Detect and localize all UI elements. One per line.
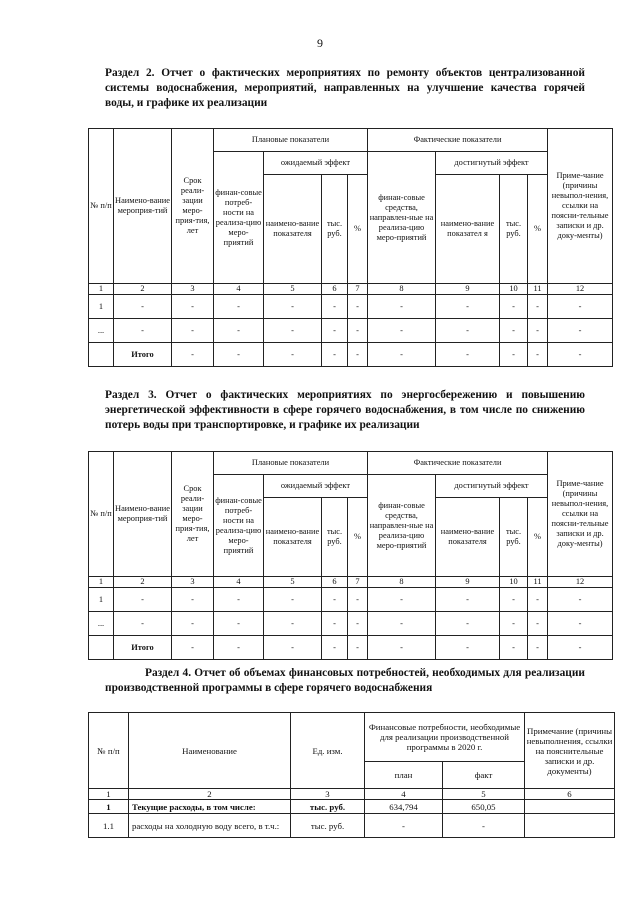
col-number: 2 xyxy=(114,577,172,588)
col-number: 11 xyxy=(528,577,548,588)
cell: - xyxy=(548,636,613,660)
col-number: 10 xyxy=(500,577,528,588)
col-number: 1 xyxy=(89,789,129,800)
col-number: 7 xyxy=(348,577,368,588)
header-plan-finance: финан-совые потреб-ности на реализа-цию меро-приятий xyxy=(214,152,264,284)
column-number-row xyxy=(89,789,615,800)
col-number: 4 xyxy=(365,789,443,800)
cell: - xyxy=(114,319,172,343)
cell: - xyxy=(322,612,348,636)
col-number: 6 xyxy=(322,284,348,295)
col-number: 5 xyxy=(443,789,525,800)
header-fact-effect-name: наимено-вание показателя xyxy=(436,498,500,577)
cell: - xyxy=(264,636,322,660)
header-note: Приме-чание (причины невыпол-нения, ссылки на поясни-тельные записки и др. доку-менты) xyxy=(548,452,613,577)
cell: - xyxy=(500,343,528,367)
cell: - xyxy=(172,636,214,660)
cell: - xyxy=(368,319,436,343)
header-fact-finance: финан-совые средства, направлен-ные на реализа-цию меро-приятий xyxy=(368,152,436,284)
cell: - xyxy=(368,343,436,367)
page-number: 9 xyxy=(317,36,323,50)
cell: - xyxy=(548,319,613,343)
row-fact: 650,05 xyxy=(443,800,525,814)
cell: - xyxy=(528,612,548,636)
cell: - xyxy=(322,636,348,660)
header-fact-finance: финан-совые средства, направлен-ные на реализа-цию меро-приятий xyxy=(368,475,436,577)
cell: - xyxy=(172,319,214,343)
header-fact-effect-thousand: тыс. руб. xyxy=(500,175,528,284)
cell: - xyxy=(214,636,264,660)
header-plan-effect-group: ожидаемый эффект xyxy=(264,152,368,175)
column-number-row xyxy=(89,284,613,295)
header-fact-effect-percent: % xyxy=(528,498,548,577)
col-number: 7 xyxy=(348,284,368,295)
row-fact: - xyxy=(443,814,525,838)
header-unit: Ед. изм. xyxy=(291,713,365,789)
section3-title: Раздел 3. Отчет о фактических мероприятиях по энергосбережению и повышению энергетической эффективности в сфере горячего водоснабжения, в том числе по снижению потерь воды при транспортировке, и графике их реализации xyxy=(105,389,585,431)
cell: - xyxy=(528,319,548,343)
cell: - xyxy=(436,343,500,367)
row-num: 1 xyxy=(89,800,129,814)
cell: - xyxy=(264,343,322,367)
cell: - xyxy=(348,636,368,660)
header-term: Срок реали-зации меро-прия-тия, лет xyxy=(172,129,214,284)
header-plan-finance: финан-совые потреб-ности на реализа-цию меро-приятий xyxy=(214,475,264,577)
table-row xyxy=(89,612,613,636)
cell: - xyxy=(348,612,368,636)
cell: - xyxy=(172,612,214,636)
row-note xyxy=(525,814,615,838)
header-name: Наименование xyxy=(129,713,291,789)
header-fact-effect-percent: % xyxy=(528,175,548,284)
header-plan-effect-name: наимено-вание показателя xyxy=(264,175,322,284)
total-row xyxy=(89,343,613,367)
row-name: расходы на холодную воду всего, в т.ч.: xyxy=(129,814,291,838)
col-number: 11 xyxy=(528,284,548,295)
header-num: № п/п xyxy=(89,452,114,577)
header-name: Наимено-вание мероприя-тий xyxy=(114,129,172,284)
cell: - xyxy=(322,319,348,343)
section2-table xyxy=(88,128,613,367)
total-row xyxy=(89,636,613,660)
header-fact-group: Фактические показатели xyxy=(368,452,548,475)
col-number: 8 xyxy=(368,284,436,295)
header-fact-effect-thousand: тыс. руб. xyxy=(500,498,528,577)
cell: - xyxy=(368,612,436,636)
row-note xyxy=(525,800,615,814)
table-row xyxy=(89,814,615,838)
cell: - xyxy=(114,295,172,319)
cell: - xyxy=(548,612,613,636)
header-fact-effect-name: наимено-вание показател я xyxy=(436,175,500,284)
header-fact-effect-group: достигнутый эффект xyxy=(436,152,548,175)
column-number-row xyxy=(89,577,613,588)
cell: - xyxy=(264,612,322,636)
row-unit: тыс. руб. xyxy=(291,814,365,838)
col-number: 9 xyxy=(436,284,500,295)
cell: - xyxy=(548,588,613,612)
cell: 1 xyxy=(89,295,114,319)
table-row xyxy=(89,295,613,319)
cell: - xyxy=(368,636,436,660)
header-plan-effect-group: ожидаемый эффект xyxy=(264,475,368,498)
header-plan-effect-thousand: тыс. руб. xyxy=(322,175,348,284)
cell: - xyxy=(528,295,548,319)
cell xyxy=(89,636,114,660)
cell: - xyxy=(264,319,322,343)
cell: - xyxy=(436,612,500,636)
row-plan: 634,794 xyxy=(365,800,443,814)
col-number: 4 xyxy=(214,577,264,588)
header-plan-effect-percent: % xyxy=(348,498,368,577)
cell: - xyxy=(436,636,500,660)
col-number: 5 xyxy=(264,577,322,588)
row-unit: тыс. руб. xyxy=(291,800,365,814)
row-num: 1.1 xyxy=(89,814,129,838)
cell: - xyxy=(436,295,500,319)
cell: - xyxy=(368,588,436,612)
cell: - xyxy=(500,588,528,612)
col-number: 10 xyxy=(500,284,528,295)
col-number: 12 xyxy=(548,577,613,588)
cell: - xyxy=(548,343,613,367)
cell: ... xyxy=(89,612,114,636)
section2-title: Раздел 2. Отчет о фактических мероприятиях по ремонту объектов централизованной системы водоснабжения, мероприятий, направленных на улучшение качества горячей воды, и графике их реализации xyxy=(105,67,585,109)
header-fact-effect-group: достигнутый эффект xyxy=(436,475,548,498)
cell: - xyxy=(214,319,264,343)
cell: - xyxy=(528,636,548,660)
row-name: Текущие расходы, в том числе: xyxy=(129,800,291,814)
header-plan-group: Плановые показатели xyxy=(214,452,368,475)
col-number: 12 xyxy=(548,284,613,295)
cell: - xyxy=(214,343,264,367)
header-plan-group: Плановые показатели xyxy=(214,129,368,152)
cell: - xyxy=(348,319,368,343)
cell: - xyxy=(368,295,436,319)
col-number: 2 xyxy=(129,789,291,800)
header-plan-effect-thousand: тыс. руб. xyxy=(322,498,348,577)
section4-title: Раздел 4. Отчет об объемах финансовых потребностей, необходимых для реализации производственной программы в сфере горячего водоснабжения xyxy=(105,667,585,694)
section4-table xyxy=(88,712,615,838)
cell: - xyxy=(114,588,172,612)
table-row xyxy=(89,800,615,814)
cell: - xyxy=(500,636,528,660)
header-finance-group: Финансовые потребности, необходимые для реализации производственной программы в 2020 г. xyxy=(365,713,525,762)
header-plan-effect-name: наимено-вание показателя xyxy=(264,498,322,577)
total-label: Итого xyxy=(114,636,172,660)
header-num: № п/п xyxy=(89,129,114,284)
col-number: 5 xyxy=(264,284,322,295)
table-row xyxy=(89,588,613,612)
section3-table xyxy=(88,451,613,660)
col-number: 1 xyxy=(89,284,114,295)
cell: - xyxy=(348,343,368,367)
header-num: № п/п xyxy=(89,713,129,789)
col-number: 6 xyxy=(525,789,615,800)
cell: - xyxy=(528,343,548,367)
cell: - xyxy=(214,295,264,319)
header-note: Приме-чание (причины невыпол-нения, ссылки на поясни-тельные записки и др. доку-менты) xyxy=(548,129,613,284)
header-fact: факт xyxy=(443,762,525,789)
cell: - xyxy=(436,319,500,343)
cell: - xyxy=(500,612,528,636)
cell: - xyxy=(264,295,322,319)
cell: - xyxy=(348,295,368,319)
cell: - xyxy=(214,588,264,612)
cell: - xyxy=(548,295,613,319)
cell: - xyxy=(322,295,348,319)
col-number: 3 xyxy=(291,789,365,800)
table-row xyxy=(89,319,613,343)
cell xyxy=(89,343,114,367)
header-plan: план xyxy=(365,762,443,789)
col-number: 9 xyxy=(436,577,500,588)
cell: - xyxy=(172,588,214,612)
cell: - xyxy=(436,588,500,612)
header-plan-effect-percent: % xyxy=(348,175,368,284)
cell: - xyxy=(322,343,348,367)
col-number: 3 xyxy=(172,577,214,588)
cell: - xyxy=(214,612,264,636)
cell: 1 xyxy=(89,588,114,612)
cell: - xyxy=(114,612,172,636)
col-number: 4 xyxy=(214,284,264,295)
cell: ... xyxy=(89,319,114,343)
header-name: Наимено-вание мероприя-тий xyxy=(114,452,172,577)
cell: - xyxy=(172,343,214,367)
header-fact-group: Фактические показатели xyxy=(368,129,548,152)
header-note: Примечание (причины невыполнения, ссылки на пояснительные записки и др. документы) xyxy=(525,713,615,789)
col-number: 2 xyxy=(114,284,172,295)
cell: - xyxy=(500,319,528,343)
col-number: 6 xyxy=(322,577,348,588)
row-plan: - xyxy=(365,814,443,838)
col-number: 1 xyxy=(89,577,114,588)
cell: - xyxy=(172,295,214,319)
cell: - xyxy=(264,588,322,612)
cell: - xyxy=(500,295,528,319)
header-term: Срок реали-зации меро-прия-тия, лет xyxy=(172,452,214,577)
col-number: 3 xyxy=(172,284,214,295)
total-label: Итого xyxy=(114,343,172,367)
cell: - xyxy=(322,588,348,612)
cell: - xyxy=(528,588,548,612)
cell: - xyxy=(348,588,368,612)
col-number: 8 xyxy=(368,577,436,588)
